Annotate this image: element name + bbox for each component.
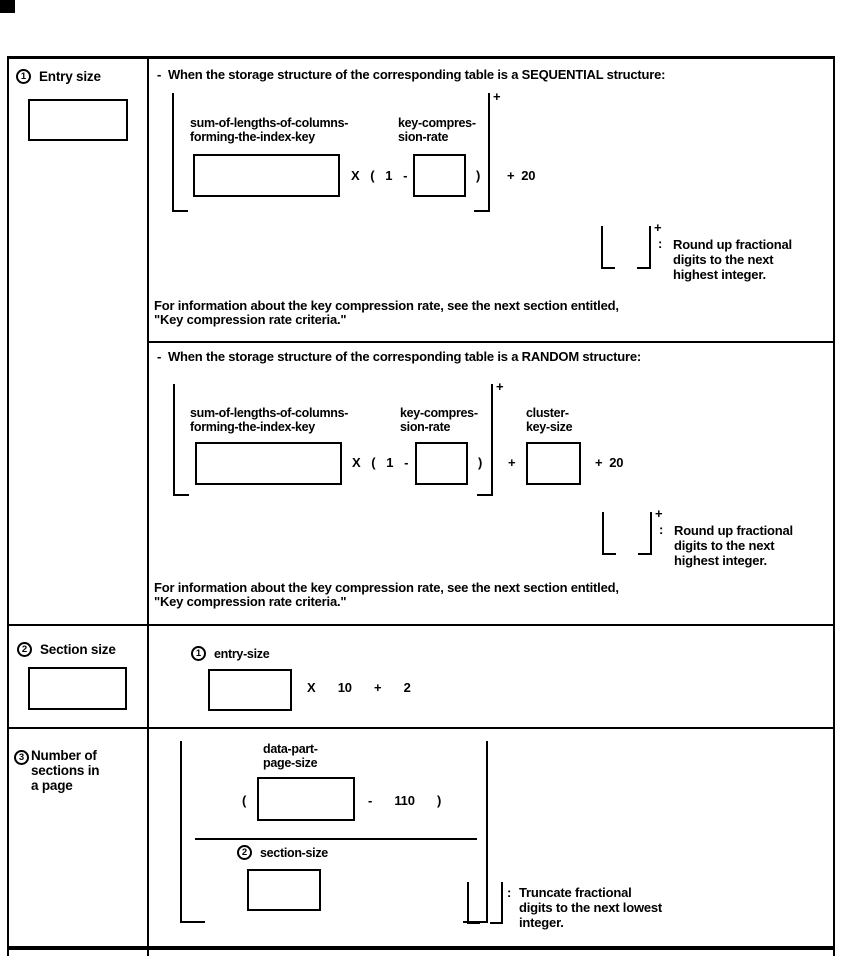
- row-divider-2: [7, 727, 835, 729]
- sub-row-divider: [147, 341, 835, 343]
- fraction-line: [195, 838, 477, 840]
- legend-line1: Truncate fractional: [519, 885, 632, 900]
- plus-20: + 20: [507, 168, 536, 183]
- table-column-divider: [147, 56, 149, 956]
- rate-label-line1: key-compres-: [400, 406, 478, 420]
- circled-number-2: 2: [17, 642, 32, 657]
- multiply-open: X ( 1 -: [351, 168, 408, 183]
- row2-expression: X 10 + 2: [307, 680, 411, 695]
- rate-label-line2: sion-rate: [398, 130, 449, 144]
- seq-note-line2: "Key compression rate criteria.": [154, 312, 347, 327]
- sum-blank-box: [193, 154, 340, 197]
- circled-ref-2: 2: [237, 845, 252, 860]
- plus-20: + 20: [595, 455, 624, 470]
- round-bracket-right: [474, 93, 490, 212]
- minus-110-close: - 110 ): [368, 793, 442, 808]
- sequential-intro: - When the storage structure of the corresponding table is a SEQUENTIAL structure:: [157, 67, 666, 82]
- sum-label-line1: sum-of-lengths-of-columns-: [190, 406, 349, 420]
- data-part-label-line1: data-part-: [263, 742, 318, 756]
- round-bracket-left: [173, 384, 189, 496]
- corner-mark: [0, 0, 15, 13]
- close-paren: ): [478, 455, 483, 470]
- cluster-blank-box: [526, 442, 581, 485]
- legend-bracket-left: [601, 226, 615, 269]
- rate-blank-box: [415, 442, 468, 485]
- round-bracket-left: [172, 93, 188, 212]
- section-size-blank-box: [28, 667, 127, 710]
- entry-size-ref-box: [208, 669, 292, 711]
- legend-sup-plus: +: [655, 506, 663, 521]
- table-top-border: [7, 56, 835, 59]
- row1-title: Entry size: [39, 69, 101, 84]
- close-paren: ): [476, 168, 481, 183]
- sum-label-line1: sum-of-lengths-of-columns-: [190, 116, 349, 130]
- legend-colon: :: [659, 522, 664, 537]
- plus-mid: +: [508, 455, 516, 470]
- open-paren: (: [242, 793, 247, 808]
- legend-bracket-right: [638, 512, 652, 555]
- legend-line2: digits to the next: [674, 538, 775, 553]
- rate-label-line1: key-compres-: [398, 116, 476, 130]
- rate-blank-box: [413, 154, 466, 197]
- table-left-border: [7, 56, 9, 956]
- section-size-ref-box: [247, 869, 321, 911]
- multiply-open: X ( 1 -: [352, 455, 409, 470]
- legend-line3: highest integer.: [673, 267, 766, 282]
- section-size-ref-label: section-size: [260, 846, 328, 860]
- table-right-border: [833, 56, 835, 956]
- legend-line2: digits to the next: [673, 252, 774, 267]
- legend-sup-plus: +: [654, 220, 662, 235]
- legend-bracket-right: [490, 882, 503, 924]
- legend-bracket-left: [602, 512, 616, 555]
- legend-line1: Round up fractional: [673, 237, 792, 252]
- row-divider-1: [7, 624, 835, 626]
- cluster-label-line1: cluster-: [526, 406, 569, 420]
- legend-line2: digits to the next lowest: [519, 900, 663, 915]
- truncate-bracket-left: [180, 741, 205, 923]
- circled-number-1: 1: [16, 69, 31, 84]
- random-note-line1: For information about the key compression rate, see the next section entitled,: [154, 580, 619, 595]
- legend-bracket-right: [637, 226, 651, 269]
- page-size-blank-box: [257, 777, 355, 821]
- circled-number-3: 3: [14, 750, 29, 765]
- data-part-label-line2: page-size: [263, 756, 318, 770]
- legend-line3: highest integer.: [674, 553, 767, 568]
- round-sup-plus: +: [493, 89, 501, 104]
- legend-line1: Round up fractional: [674, 523, 793, 538]
- cluster-label-line2: key-size: [526, 420, 573, 434]
- row3-title-line1: Number of: [31, 748, 97, 763]
- entry-size-blank-box: [28, 99, 128, 141]
- random-note-line2: "Key compression rate criteria.": [154, 594, 347, 609]
- legend-bracket-left: [467, 882, 480, 924]
- legend-line3: integer.: [519, 915, 564, 930]
- sum-label-line2: forming-the-index-key: [190, 130, 315, 144]
- row2-title: Section size: [40, 642, 116, 657]
- round-bracket-right: [477, 384, 493, 496]
- row3-title-line2: sections in: [31, 763, 100, 778]
- entry-size-ref-label: entry-size: [214, 647, 270, 661]
- legend-colon: :: [507, 885, 512, 900]
- seq-note-line1: For information about the key compression rate, see the next section entitled,: [154, 298, 619, 313]
- row-divider-3: [7, 946, 835, 950]
- random-intro: - When the storage structure of the corresponding table is a RANDOM structure:: [157, 349, 642, 364]
- sum-blank-box: [195, 442, 342, 485]
- circled-ref-1: 1: [191, 646, 206, 661]
- sum-label-line2: forming-the-index-key: [190, 420, 315, 434]
- round-sup-plus: +: [496, 379, 504, 394]
- rate-label-line2: sion-rate: [400, 420, 451, 434]
- row3-title-line3: a page: [31, 778, 73, 793]
- legend-colon: :: [658, 236, 663, 251]
